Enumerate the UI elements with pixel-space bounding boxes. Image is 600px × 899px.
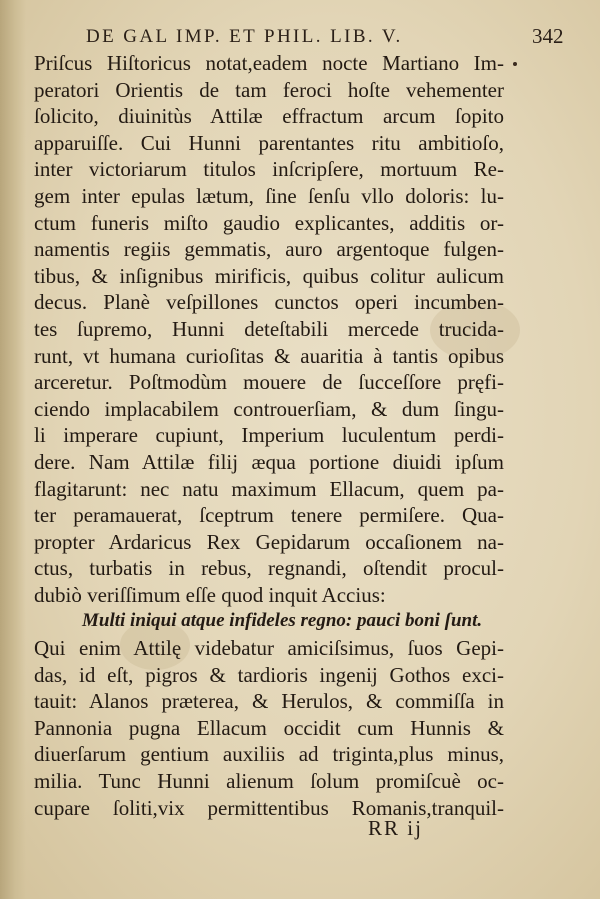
margin-mark [513,62,517,66]
text-line: propter Ardaricus Rex Gepidarum occaſionem na- [34,529,504,554]
text-line: flagitarunt: nec natu maximum Ellacum, quem pa- [34,476,504,501]
text-line: dere. Nam Attilæ filij æqua portione diuidi ipſum [34,449,504,474]
text-line: arceretur. Poſtmodùm mouere de ſucceſſore pręfi- [34,370,504,395]
text-line: ctum funeris miſto gaudio explicantes, additis or- [34,210,504,235]
text-line: apparuiſſe. Cui Hunni parentantes ritu ambitioſo, [34,130,504,155]
text-line: li imperare cupiunt, Imperium luculentum perdi- [34,423,504,448]
text-line: tauit: Alanos præterea, & Herulos, & commiſſa in [34,689,504,714]
text-line: namentis regiis gemmatis, auro argentoque fulgen- [34,237,504,262]
text-line: runt, vt humana curioſitas & auaritia à tantis opibus [34,343,504,368]
text-line: das, id eſt, pigros & tardioris ingenij Gothos exci- [34,662,504,687]
running-title: DE GAL IMP. ET PHIL. LIB. V. [86,26,403,47]
text-line: cupare ſoliti,vix permittentibus Romanis,tranquil- [34,795,504,820]
page-number: 342 [532,24,564,48]
text-line: peratori Orientis de tam feroci hoſte vehementer [34,77,504,102]
page-gutter-shadow [0,0,26,899]
text-line: Pannonia pugna Ellacum occidit cum Hunnis & [34,715,504,740]
text-line: ctus, turbatis in rebus, regnandi, oſtendit procul- [34,556,504,581]
signature-mark: RR ij [368,816,423,840]
text-line: dubiò veriſſimum eſſe quod inquit Accius: [34,582,386,607]
text-line: milia. Tunc Hunni alienum ſolum promiſcuè oc- [34,769,504,794]
quotation-line: Multi iniqui atque infideles regno: pauci boni ſunt. [82,610,483,632]
text-line: ciendo implacabilem controuerſiam, & dum ſingu- [34,396,504,421]
text-line: Qui enim Attilę videbatur amiciſsimus, ſuos Gepi- [34,636,504,661]
text-line: diuerſarum gentium auxiliis ad triginta,plus minus, [34,742,504,767]
text-line: gem inter epulas lætum, ſine ſenſu vllo doloris: lu- [34,183,504,208]
text-line: inter victoriarum titulos inſcripſere, mortuum Re- [34,157,504,182]
text-line: tes ſupremo, Hunni deteſtabili mercede trucida- [34,316,504,341]
text-line: ſolicito, diuinitùs Attilæ effractum arcum ſopito [34,104,504,129]
text-line: tibus, & inſignibus mirificis, quibus colitur aulicum [34,263,504,288]
text-line: Priſcus Hiſtoricus notat,eadem nocte Martiano Im- [34,51,504,75]
body-text [34,50,504,821]
text-line: ter peramauerat, ſceptrum tenere permiſere. Qua- [34,503,504,528]
text-line: decus. Planè veſpillones cunctos operi incumben- [34,290,504,315]
